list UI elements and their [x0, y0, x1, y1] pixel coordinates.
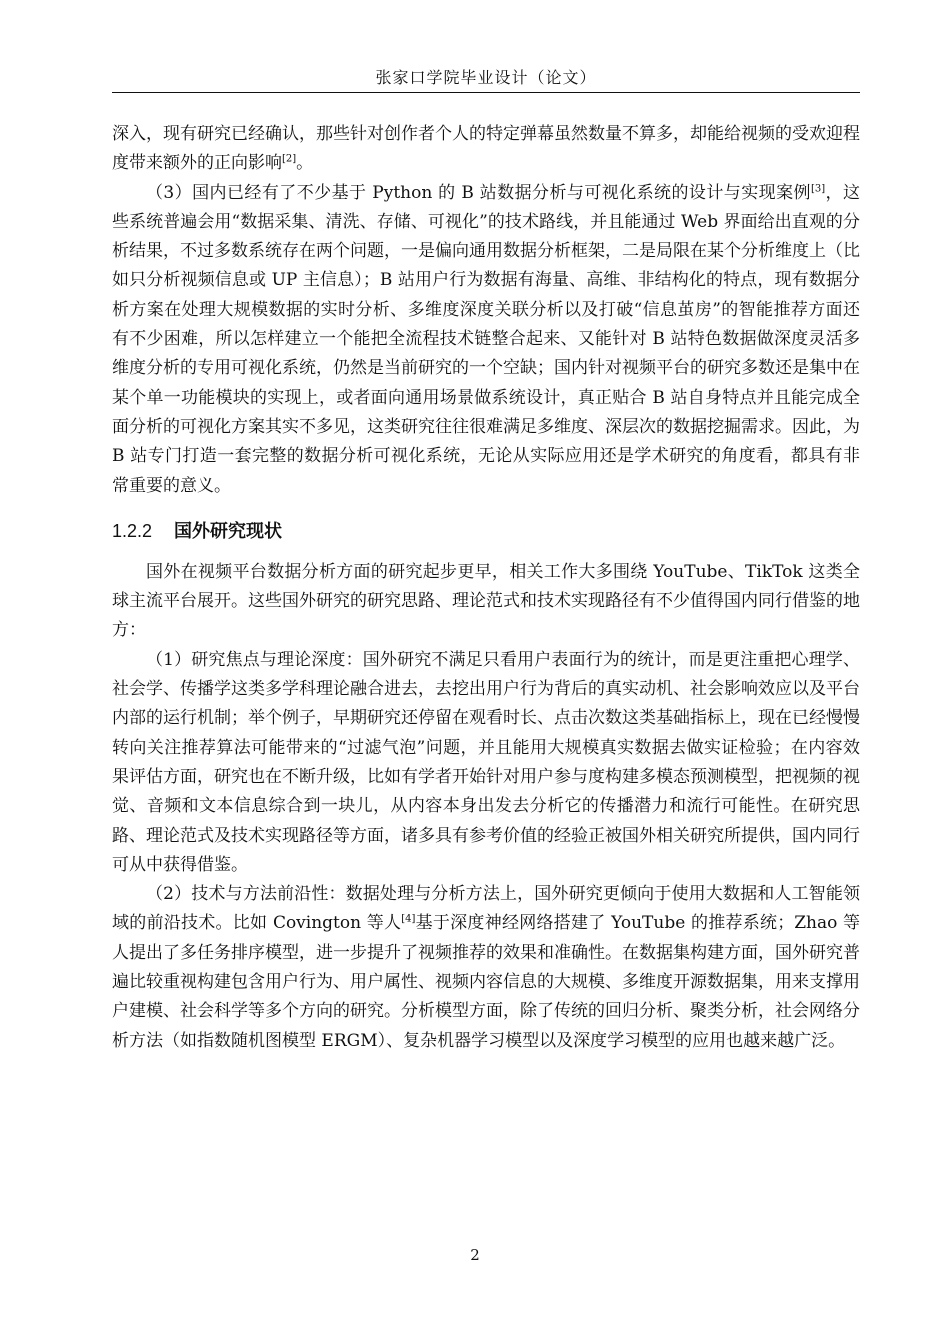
section-heading: [112, 518, 860, 545]
running-header: 张家口学院毕业设计（论文）: [375, 68, 597, 87]
paragraph-tail: 。: [296, 153, 314, 174]
paragraph-text: 基于深度神经网络搭建了 YouTube 的推荐系统；Zhao 等人提出了多任务排序模型，进一步提升了视频推荐的效果和准确性。在数据集构建方面，国外研究普遍比较重视构建包含用户行为、用户属性、视频内容信息的大规模、多维度开源数据集，用来支撑用户建模、社会科学等多个方向的研究。分析模型方面，除了传统的回归分析、聚类分析，社会网络分析方法（如指数随机图模型 ERGM）、复杂机器学习模型以及深度学习模型的应用也越来越广泛。: [112, 913, 860, 1051]
paragraph-foreign-2: [112, 880, 860, 1056]
paragraph-foreign-1: （1）研究焦点与理论深度：国外研究不满足只看用户表面行为的统计，而是更注重把心理学、社会学、传播学这类多学科理论融合进去，去挖出用户行为背后的真实动机、社会影响效应以及平台内部的运行机制；举个例子，早期研究还停留在观看时长、点击次数这类基础指标上，现在已经慢慢转向关注推荐算法可能带来的“过滤气泡”问题，并且能用大规模真实数据去做实证检验；在内容效果评估方面，研究也在不断升级，比如有学者开始针对用户参与度构建多模态预测模型，把视频的视觉、音频和文本信息综合到一块儿，从内容本身出发去分析它的传播潜力和流行可能性。在研究思路、理论范式及技术实现路径等方面，诸多具有参考价值的经验正被国外相关研究所提供，国内同行可从中获得借鉴。: [112, 649, 860, 875]
section-number: 1.2.2: [112, 520, 153, 541]
paragraph-continued: [112, 120, 860, 179]
citation-ref[interactable]: [2]: [282, 153, 297, 165]
paragraph-text: ，这些系统普遍会用“数据采集、清洗、存储、可视化”的技术路线，并且能通过 Web 界面给出直观的分析结果，不过多数系统存在两个问题，一是偏向通用数据分析框架，二是局限在某个分析维度上（比如只分析视频信息或 UP 主信息）；B 站用户行为数据有海量、高维、非结构化的特点，现有数据分析方案在处理大规模数据的实时分析、多维度深度关联分析以及打破“信息茧房”的智能推荐方面还有不少困难，所以怎样建立一个能把全流程技术链整合起来、又能针对 B 站特色数据做深度灵活多维度分析的专用可视化系统，仍然是当前研究的一个空缺；国内针对视频平台的研究多数还是集中在某个单一功能模块的实现上，或者面向通用场景做系统设计，真正贴合 B 站自身特点并且能完成全面分析的可视化方案其实不多见，这类研究往往很难满足多维度、深层次的数据挖掘需求。因此，为 B 站专门打造一套完整的数据分析可视化系统，无论从实际应用还是学术研究的角度看，都具有非常重要的意义。: [112, 182, 860, 496]
page-body: [112, 120, 860, 1056]
page-number: 2: [470, 1246, 480, 1264]
paragraph-text: （2）技术与方法前沿性：数据处理与分析方法上，国外研究更倾向于使用大数据和人工智能领域的前沿技术。比如 Covington 等人: [112, 884, 860, 934]
section-title: 国外研究现状: [174, 520, 283, 542]
paragraph-domestic-3: [112, 179, 860, 501]
paragraph-intro: 国外在视频平台数据分析方面的研究起步更早，相关工作大多围绕 YouTube、TikTok 这类全球主流平台展开。这些国外研究的研究思路、理论范式和技术实现路径有不少值得国内同行借鉴的地方：: [112, 561, 860, 641]
paragraph-text: （3）国内已经有了不少基于 Python 的 B 站数据分析与可视化系统的设计与实现案例: [146, 182, 811, 203]
citation-ref[interactable]: [4]: [401, 913, 416, 925]
header-divider: [112, 92, 860, 93]
citation-ref[interactable]: [3]: [810, 182, 826, 194]
paragraph-text: 深入，现有研究已经确认，那些针对创作者个人的特定弹幕虽然数量不算多，却能给视频的受欢迎程度带来额外的正向影响: [112, 124, 860, 174]
